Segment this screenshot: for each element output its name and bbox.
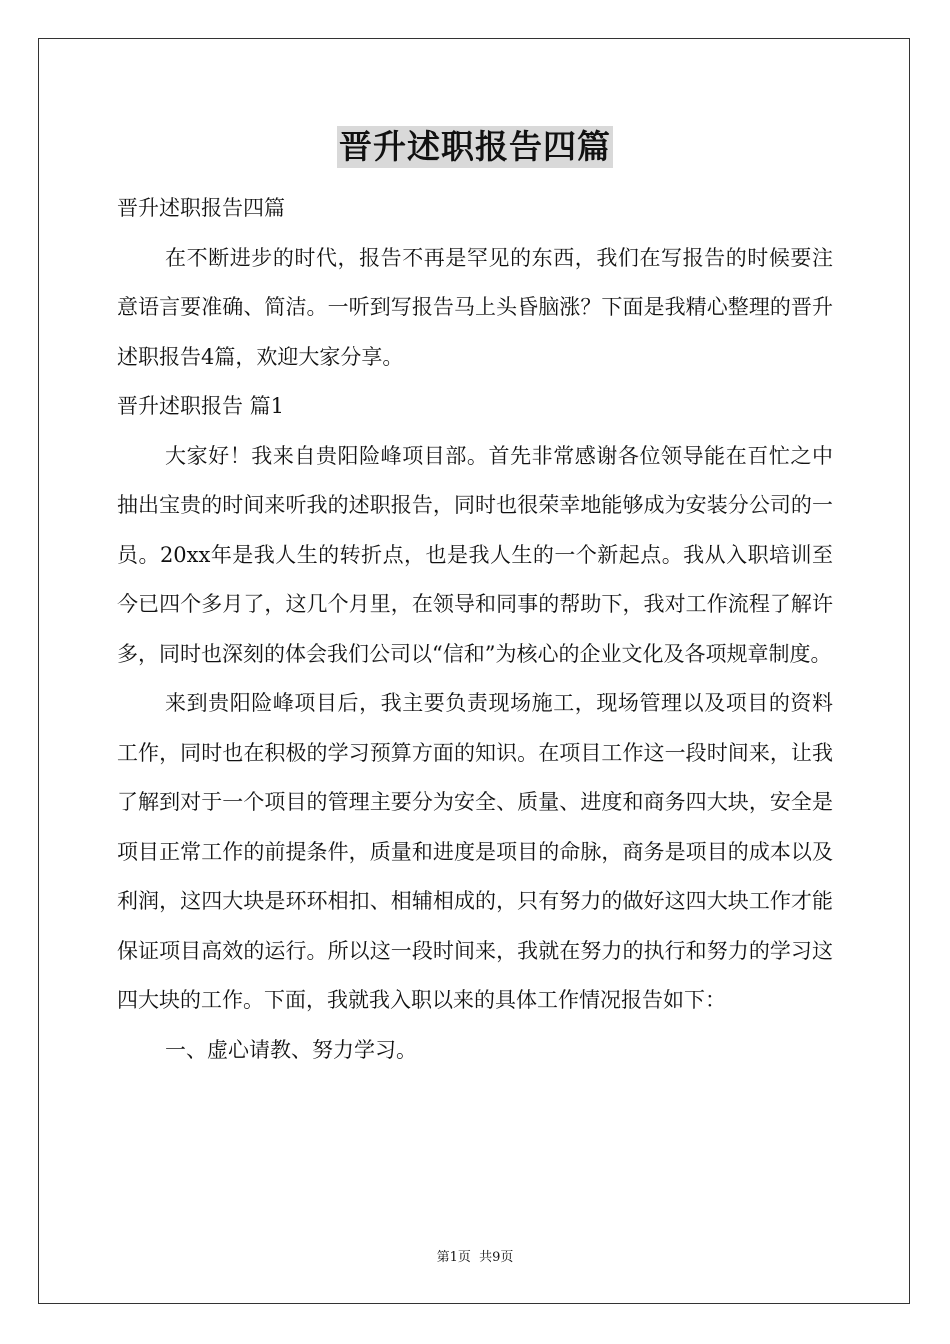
page-footer <box>0 1246 950 1265</box>
page-number: 第1页 <box>436 1250 471 1265</box>
intro-paragraph: 在不断进步的时代，报告不再是罕见的东西，我们在写报告的时候要注意语言要准确、简洁。一听到写报告马上头昏脑涨？下面是我精心整理的晋升述职报告4篇，欢迎大家分享。 <box>117 245 833 369</box>
title-container <box>0 126 950 168</box>
section-heading: 晋升述职报告 篇1 <box>117 394 285 418</box>
body-paragraph: 大家好！我来自贵阳险峰项目部。首先非常感谢各位领导能在百忙之中抽出宝贵的时间来听我的述职报告，同时也很荣幸地能够成为安装分公司的一员。20xx年是我人生的转折点，也是我人生的一个新起点。我从入职培训至今已四个多月了，这几个月里，在领导和同事的帮助下，我对工作流程了解许多，同时也深刻的体会我们公司以“信和”为核心的企业文化及各项规章制度。 <box>117 443 833 666</box>
page-total: 共9页 <box>479 1250 514 1265</box>
document-body <box>117 184 833 1075</box>
document-title: 晋升述职报告四篇 <box>339 127 611 166</box>
body-paragraph: 来到贵阳险峰项目后，我主要负责现场施工，现场管理以及项目的资料工作，同时也在积极的学习预算方面的知识。在项目工作这一段时间来，让我了解到对于一个项目的管理主要分为安全、质量、进度和商务四大块，安全是项目正常工作的前提条件，质量和进度是项目的命脉，商务是项目的成本以及利润，这四大块是环环相扣、相辅相成的，只有努力的做好这四大块工作才能保证项目高效的运行。所以这一段时间来，我就在努力的执行和努力的学习这四大块的工作。下面，我就我入职以来的具体工作情况报告如下： <box>117 691 833 1012</box>
list-item-heading: 一、虚心请教、努力学习。 <box>165 1037 417 1062</box>
subtitle-line: 晋升述职报告四篇 <box>117 196 285 220</box>
